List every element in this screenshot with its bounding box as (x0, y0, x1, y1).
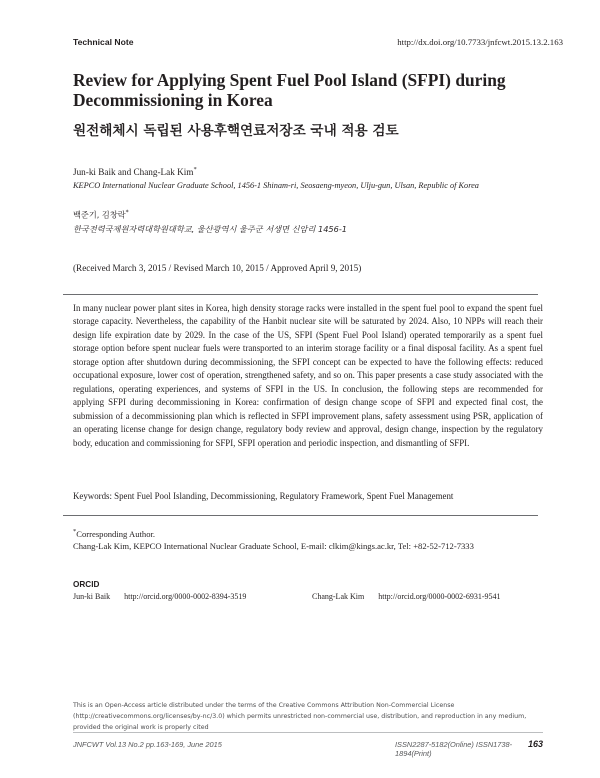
journal-citation: JNFCWT Vol.13 No.2 pp.163-169, June 2015 (73, 740, 222, 749)
orcid-entry (312, 592, 501, 601)
page-header (73, 37, 563, 51)
orcid-entry (73, 592, 246, 601)
abstract-bottom-divider (63, 515, 538, 516)
abstract-top-divider (63, 294, 538, 295)
corresponding-mark-korean: * (125, 209, 129, 216)
author-affiliation-korean: 한국전력국제원자력대학원대학교, 울산광역시 울주군 서생면 신암리 1456-1 (73, 224, 347, 234)
orcid-link[interactable]: http://orcid.org/0000-0002-6931-9541 (378, 592, 501, 601)
abstract-text: In many nuclear power plant sites in Korea, high density storage racks were installed in the spent fuel pool to expand the spent fuel storage capacity. Nevertheless, the capability of the Hanbit nuclear site will be saturated by 2024. Also, 10 NPPs will reach their design life expiration date by 2029. In the case of the US, SFPI (Spent Fuel Pool Island) operated temporarily as a spent fuel storage option before spent nuclear fuels were transported to an interim storage facility or a final disposal facility. As a spent fuel storage option after shutdown during decommissioning, the SFPI concept can be expected to have the following effects: reduced occupational exposure, lower cost of operation, strengthened safety, and so on. This paper presents a case study associated with the regulations, operating experiences, and systems of SFPI in the US. In conclusion, the following steps are recommended for applying SFPI during decommissioning in Korea: confirmation of design change scope of SFPI and expected final cost, the submission of a decommissioning plan which is reflected in SFPI improvement plans, safety assessment using PSR, application of an operating license change for design change, regulatory body review and approval, design change, inspection by the regulatory body, education and commissioning for SFPI, SFPI operation and periodic inspection, and dismantling of SFPI. (73, 303, 543, 448)
keywords: Keywords: Spent Fuel Pool Islanding, Decommissioning, Regulatory Framework, Spent Fuel Management (73, 491, 454, 501)
orcid-name: Jun-ki Baik (73, 592, 111, 601)
submission-dates: (Received March 3, 2015 / Revised March 10, 2015 / Approved April 9, 2015) (73, 263, 362, 273)
article-title: Review for Applying Spent Fuel Pool Island (SFPI) during Decommissioning in Korea (73, 70, 506, 110)
orcid-link[interactable]: http://orcid.org/0000-0002-8394-3519 (124, 592, 247, 601)
author-affiliation: KEPCO International Nuclear Graduate School, 1456-1 Shinam-ri, Seosaeng-myeon, Ulju-gun, Ulsan, Republic of Korea (73, 181, 479, 190)
issn-info: ISSN2287-5182(Online) ISSN1738-1894(Print) (395, 740, 513, 758)
license-notice: This is an Open-Access article distributed under the terms of the Creative Commons Attribution Non-Commercial License (http://creativecommons.org/licenses/by-nc/3.0) which permits unrestricted non-commercial use, distribution, and reproduction in any medium, provided the original work is properly cited (73, 702, 527, 731)
article-title-korean: 원전해체시 독립된 사용후핵연료저장조 국내 적용 검토 (73, 123, 399, 139)
page-footer (73, 739, 543, 758)
author-names-korean: 백준기, 김창락 (73, 209, 126, 220)
page-number: 163 (527, 739, 543, 749)
doi-link[interactable]: http://dx.doi.org/10.7733/jnfcwt.2015.13.2.163 (397, 37, 563, 47)
corresponding-mark: * (193, 166, 197, 173)
author-names: Jun-ki Baik and Chang-Lak Kim (73, 167, 194, 178)
author-list (73, 166, 197, 177)
corresponding-author-label: *Corresponding Author. (73, 528, 156, 539)
article-type-label: Technical Note (73, 37, 134, 47)
author-list-korean (73, 209, 129, 221)
corresponding-author-mark: * (73, 528, 77, 535)
footer-divider (73, 732, 543, 733)
orcid-name: Chang-Lak Kim (312, 592, 365, 601)
corresponding-author-details: Chang-Lak Kim, KEPCO International Nuclear Graduate School, E-mail: clkim@kings.ac.kr, Tel: +82-52-712-7333 (73, 541, 474, 551)
orcid-heading: ORCID (73, 580, 100, 589)
